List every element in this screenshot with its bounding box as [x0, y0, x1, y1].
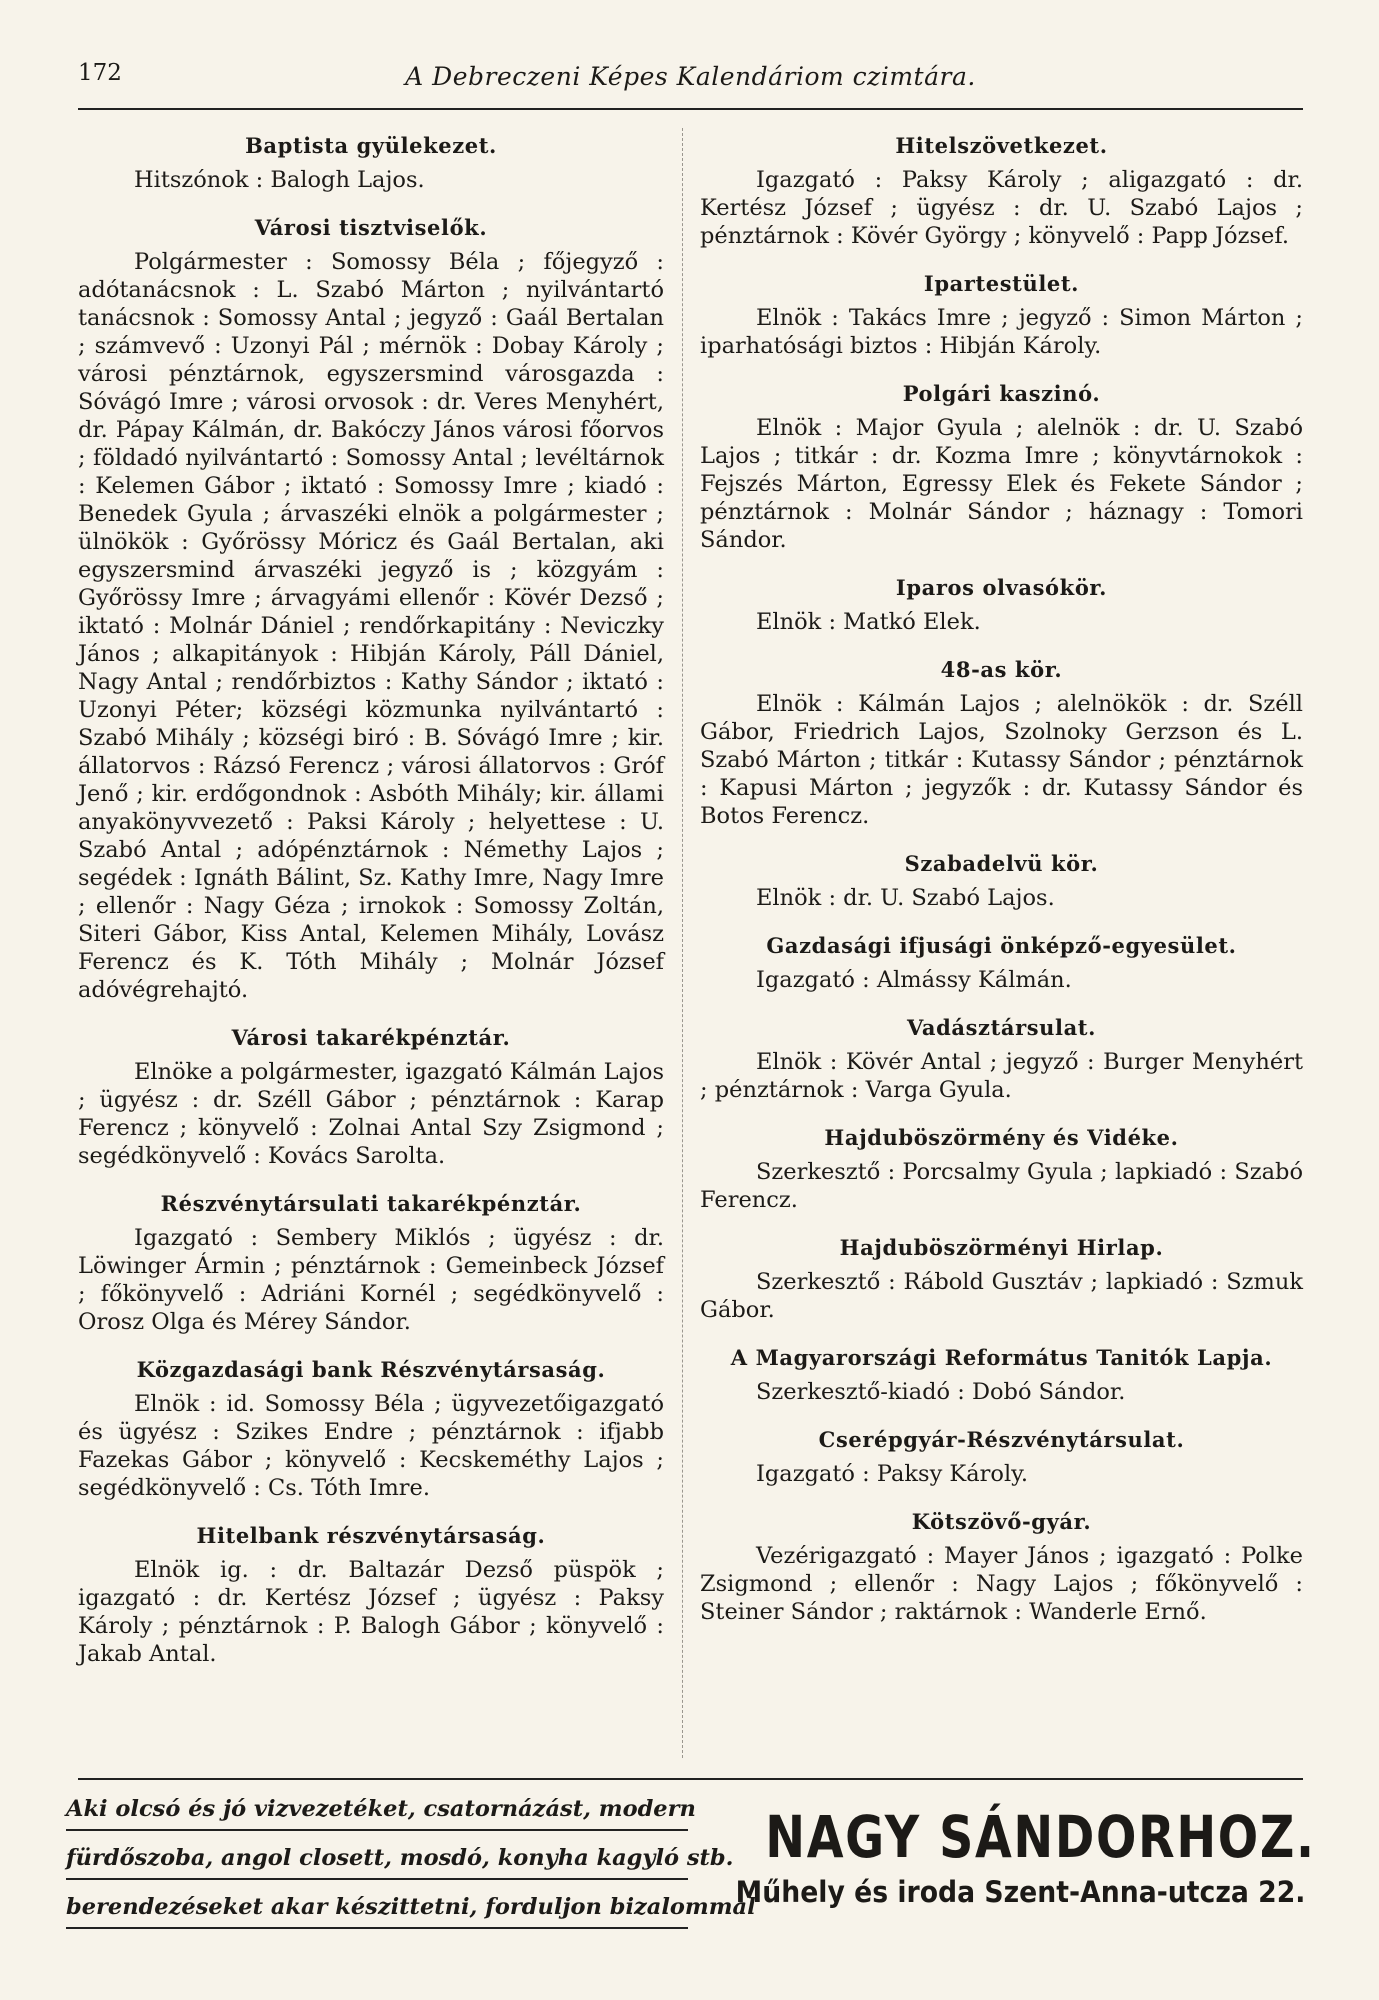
section	[700, 574, 1303, 636]
section	[700, 380, 1303, 554]
section-text: Igazgató : Almássy Kálmán.	[756, 967, 1072, 993]
section-title: Polgári kaszinó.	[902, 381, 1101, 406]
section	[700, 1344, 1303, 1406]
section-title: Hajduböszörmény és Vidéke.	[824, 1125, 1179, 1150]
section-text: Szerkesztő : Rábold Gusztáv ; lapkiadó : Szmuk Gábor.	[700, 1269, 1303, 1323]
advertisement-text	[66, 1792, 756, 1939]
section-text: Elnök : Takács Imre ; jegyző : Simon Márton ; iparhatósági biztos : Hibján Károly.	[700, 305, 1303, 359]
advertisement-banner	[712, 1802, 1316, 1912]
section-title: Ipartestület.	[923, 271, 1080, 296]
section	[700, 1234, 1303, 1324]
section-title: Hajduböszörményi Hirlap.	[839, 1235, 1164, 1260]
section	[78, 214, 664, 1004]
advertisement-line	[66, 1890, 756, 1929]
right-column	[700, 132, 1303, 1646]
column-divider	[682, 128, 683, 1758]
section	[78, 1190, 664, 1336]
advertiser-address: Műhely és iroda Szent-Anna-utcza 22.	[735, 1875, 1306, 1909]
advertisement-line-text: Aki olcsó és jó vizvezetéket, csatornázást, modern	[66, 1796, 696, 1822]
running-title: A Debreczeni Képes Kalendáriom czimtára.	[405, 62, 976, 91]
section-text: Szerkesztő : Porcsalmy Gyula ; lapkiadó : Szabó Ferencz.	[700, 1159, 1303, 1213]
section-text: Elnök : dr. U. Szabó Lajos.	[756, 885, 1055, 911]
section-title: Városi takarékpénztár.	[231, 1025, 511, 1050]
section	[700, 270, 1303, 360]
section-title: Vadásztársulat.	[906, 1015, 1097, 1040]
section-title: Cserépgyár-Részvénytársulat.	[818, 1427, 1185, 1452]
section-text: Elnök : Kálmán Lajos ; alelnökök : dr. Széll Gábor, Friedrich Lajos, Szolnoky Gerzson és L. Szabó Márton ; titkár : Kutassy Sándor ; pénztárnok : Kapusi Márton ; jegyzők : dr. Kutassy Sándor és Botos Ferencz.	[700, 691, 1303, 829]
section-title: Gazdasági ifjusági önképző-egyesület.	[766, 933, 1237, 958]
section-text: Vezérigazgató : Mayer János ; igazgató : Polke Zsigmond ; ellenőr : Nagy Lajos ; főkönyvelő : Steiner Sándor ; raktárnok : Wanderle Ernő.	[700, 1543, 1303, 1625]
section-text: Elnök : Matkó Elek.	[756, 609, 981, 635]
section	[700, 656, 1303, 830]
page-number: 172	[78, 60, 122, 86]
section	[700, 132, 1303, 250]
section	[78, 1356, 664, 1502]
section-title: Részvénytársulati takarékpénztár.	[160, 1191, 582, 1216]
section-title: Hitelszövetkezet.	[895, 133, 1108, 158]
advertiser-name: NAGY SÁNDORHOZ.	[765, 1803, 1316, 1871]
section-text: Szerkesztő-kiadó : Dobó Sándor.	[756, 1379, 1126, 1405]
section-text: Polgármester : Somossy Béla ; főjegyző : adótanácsnok : L. Szabó Márton ; nyilvántartó tanácsnok : Somossy Antal ; jegyző : Gaál Bertalan ; számvevő : Uzonyi Pál ; mérnök : Dobay Károly ; városi pénztárnok, egyszersmind városgazda : Sóvágó Imre ; városi orvosok : dr. Veres Menyhért, dr. Pápay Kálmán, dr. Bakóczy János városi főorvos ; földadó nyilvántartó : Somossy Antal ; levéltárnok : Kelemen Gábor ; iktató : Somossy Imre ; kiadó : Benedek Gyula ; árvaszéki elnök a polgármester ; ülnökök : Győrössy Móricz és Gaál Bertalan, aki egyszersmind árvaszéki jegyző is ; közgyám : Győrössy Imre ; árvagyámi ellenőr : Kövér Dezső ; iktató : Molnár Dániel ; rendőrkapitány : Neviczky János ; alkapitányok : Hibján Károly, Páll Dániel, Nagy Antal ; rendőrbiztos : Kathy Sándor ; iktató : Uzonyi Péter; községi közmunka nyilvántartó : Szabó Mihály ; községi biró : B. Sóvágó Imre ; kir. állatorvos : Rázsó Ferencz ; városi állatorvos : Gróf Jenő ; kir. erdőgondnok : Asbóth Mihály; kir. állami anyakönyvvezető : Paksi Károly ; helyettese : U. Szabó Antal ; adópénztárnok : Némethy Lajos ; segédek : Ignáth Bálint, Sz. Kathy Imre, Nagy Imre ; ellenőr : Nagy Géza ; irnokok : Somossy Zoltán, Siteri Gábor, Kiss Antal, Kelemen Mihály, Lovász Ferencz és K. Tóth Mihály ; Molnár József adóvégrehajtó.	[78, 249, 664, 1003]
section-text: Hitszónok : Balogh Lajos.	[134, 167, 425, 193]
section-title: Közgazdasági bank Részvénytársaság.	[136, 1357, 606, 1382]
advertisement-line	[66, 1792, 696, 1831]
section-text: Igazgató : Paksy Károly.	[756, 1461, 1029, 1487]
section	[700, 932, 1303, 994]
section-title: 48-as kör.	[940, 657, 1063, 682]
section-text: Elnök : id. Somossy Béla ; ügyvezetőigazgató és ügyész : Szikes Endre ; pénztárnok : ifjabb Fazekas Gábor ; könyvelő : Kecskeméthy Lajos ; segédkönyvelő : Cs. Tóth Imre.	[78, 1391, 664, 1501]
section-title: Baptista gyülekezet.	[245, 133, 497, 158]
page-header	[78, 58, 1303, 110]
section	[78, 1024, 664, 1170]
section-text: Elnök ig. : dr. Baltazár Dezső püspök ; igazgató : dr. Kertész József ; ügyész : Paksy Károly ; pénztárnok : P. Balogh Gábor ; könyvelő : Jakab Antal.	[78, 1557, 664, 1667]
section	[700, 1508, 1303, 1626]
section-title: Hitelbank részvénytársaság.	[196, 1523, 546, 1548]
left-column	[78, 132, 664, 1688]
section-title: Szabadelvü kör.	[904, 851, 1099, 876]
section	[700, 1014, 1303, 1104]
section-text: Igazgató : Paksy Károly ; aligazgató : dr. Kertész József ; ügyész : dr. U. Szabó Lajos ; pénztárnok : Kövér György ; könyvelő : Papp József.	[700, 167, 1303, 249]
section-text: Elnöke a polgármester, igazgató Kálmán Lajos ; ügyész : dr. Széll Gábor ; pénztárnok : Karap Ferencz ; könyvelő : Zolnai Antal Szy Zsigmond ; segédkönyvelő : Kovács Sarolta.	[78, 1059, 664, 1169]
advertisement-line-text: berendezéseket akar készittetni, forduljon bizalommal	[66, 1894, 756, 1920]
section-text: Elnök : Major Gyula ; alelnök : dr. U. Szabó Lajos ; titkár : dr. Kozma Imre ; könyvtárnokok : Fejszés Márton, Egressy Elek és Fekete Sándor ; pénztárnok : Molnár Sándor ; háznagy : Tomori Sándor.	[700, 415, 1303, 553]
advertisement-line-text: fürdőszoba, angol closett, mosdó, konyha kagyló stb.	[66, 1845, 734, 1871]
section-title: Iparos olvasókör.	[895, 575, 1108, 600]
section	[700, 1124, 1303, 1214]
section	[700, 850, 1303, 912]
section	[78, 132, 664, 194]
advertisement-line	[66, 1841, 734, 1880]
section-title: Városi tisztviselők.	[254, 215, 488, 240]
section-text: Igazgató : Sembery Miklós ; ügyész : dr. Löwinger Ármin ; pénztárnok : Gemeinbeck József ; főkönyvelő : Adriáni Kornél ; segédkönyvelő : Orosz Olga és Mérey Sándor.	[78, 1225, 664, 1335]
section	[700, 1426, 1303, 1488]
footer-divider	[78, 1778, 1303, 1780]
section-text: Elnök : Kövér Antal ; jegyző : Burger Menyhért ; pénztárnok : Varga Gyula.	[700, 1049, 1303, 1103]
section-title: Kötszövő-gyár.	[911, 1509, 1092, 1534]
section-title: A Magyarországi Református Tanitók Lapja.	[730, 1345, 1273, 1370]
section	[78, 1522, 664, 1668]
